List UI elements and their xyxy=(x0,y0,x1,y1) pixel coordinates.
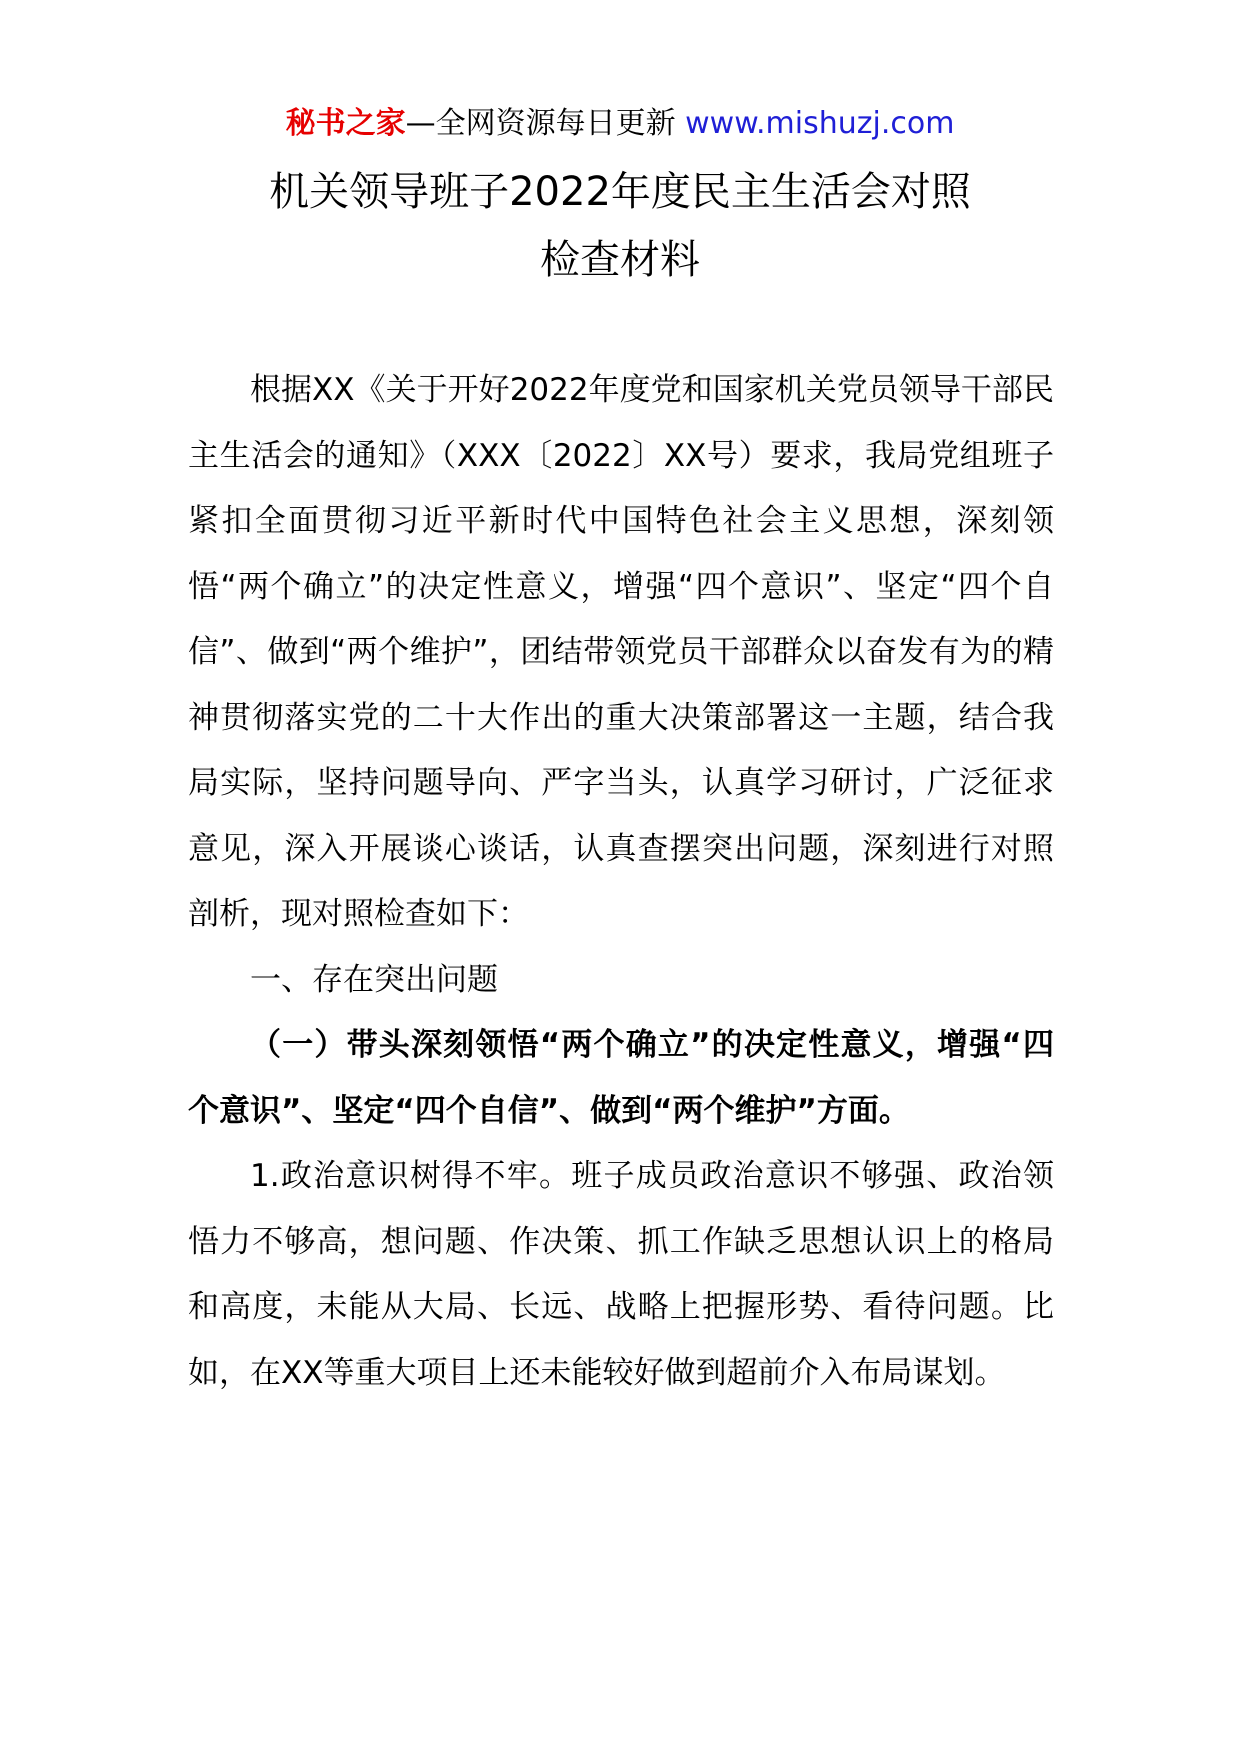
title-line-2: 检查材料 xyxy=(540,237,700,283)
item-paragraph: 1.政治意识树得不牢。班子成员政治意识不够强、政治领悟力不够高，想问题、作决策、抓工作缺乏思想认识上的格局和高度，未能从大局、长远、战略上把握形势、看待问题。比如，在XX等重大项目上还未能较好做到超前介入布局谋划。 xyxy=(188,1158,1054,1391)
document-body xyxy=(188,358,1054,1406)
document-title xyxy=(0,158,1240,294)
subsection-heading: （一）带头深刻领悟“两个确立”的决定性意义，增强“四个意识”、坚定“四个自信”、做到“两个维护”方面。 xyxy=(188,1027,1054,1129)
header-tagline: —全网资源每日更新 xyxy=(405,106,676,141)
section-heading: 一、存在突出问题 xyxy=(250,961,498,998)
site-url-link[interactable]: www.mishuzj.com xyxy=(685,106,955,141)
intro-paragraph: 根据XX《关于开好2022年度党和国家机关党员领导干部民主生活会的通知》（XXX〔2022〕XX号）要求，我局党组班子紧扣全面贯彻习近平新时代中国特色社会主义思想，深刻领悟“两个确立”的决定性意义，增强“四个意识”、坚定“四个自信”、做到“两个维护”，团结带领党员干部群众以奋发有为的精神贯彻落实党的二十大作出的重大决策部署这一主题，结合我局实际，坚持问题导向、严字当头，认真学习研讨，广泛征求意见，深入开展谈心谈话，认真查摆突出问题，深刻进行对照剖析，现对照检查如下： xyxy=(188,372,1054,932)
brand-name: 秘书之家 xyxy=(285,106,406,141)
title-line-1: 机关领导班子2022年度民主生活会对照 xyxy=(269,169,971,215)
site-header xyxy=(0,102,1240,146)
